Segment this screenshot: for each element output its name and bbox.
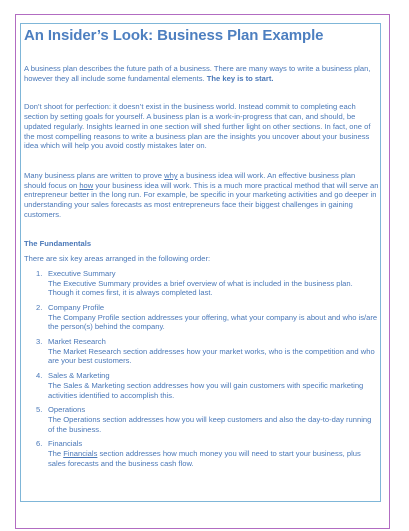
why-underlined: why — [164, 170, 178, 180]
how-underlined: how — [79, 180, 94, 190]
financials-desc-suffix: section addresses how much money you will need to start your business, plus sales forecasts and the business cash flow. — [48, 449, 361, 468]
list-item-description: The Market Research section addresses how your market works, who is the competition and who are your best customers. — [48, 346, 375, 366]
list-number: 4. — [36, 371, 43, 381]
list-item — [36, 302, 379, 332]
list-item — [36, 337, 379, 366]
list-item-title: Company Profile — [48, 302, 105, 312]
document-body — [24, 26, 379, 474]
key-areas-list — [24, 269, 379, 469]
list-item — [36, 371, 379, 400]
list-item — [36, 405, 379, 434]
list-number: 3. — [36, 337, 43, 347]
key-to-start-text: The key is to start. — [206, 73, 274, 83]
financials-link[interactable]: Financials — [63, 449, 98, 459]
document-title: An Insider’s Look: Business Plan Example — [24, 27, 324, 44]
areas-intro: There are six key areas arranged in the following order: — [24, 254, 211, 264]
intro-paragraph-text: A business plan describes the future path of a business. There are many ways to write a business plan, however they all include some fundamental elements. — [24, 64, 371, 83]
list-number: 2. — [36, 302, 43, 312]
list-item-title: Executive Summary — [48, 268, 116, 278]
section-heading: The Fundamentals — [24, 239, 92, 249]
list-item-title: Operations — [48, 405, 86, 415]
list-item-title: Market Research — [48, 337, 106, 347]
list-number: 1. — [36, 268, 43, 278]
why-how-text-2: a business idea will work. An effective business plan should focus on — [24, 170, 356, 190]
list-item-description: The Sales & Marketing section addresses how you will gain customers with specific marketing activities identified to accomplish this. — [48, 380, 364, 400]
list-item-description — [48, 449, 379, 468]
why-how-text-3: your business idea will work. This is a much more practical method that will serve an entrepreneur better in the long run. For example, be specific in your marketing activities and go deeper in understanding your sales forecasts as most entrepreneurs face their biggest challenges in gaining customers. — [24, 180, 379, 219]
intro-paragraph — [24, 64, 379, 83]
financials-desc-prefix: The — [48, 449, 64, 459]
list-item-title: Sales & Marketing — [48, 371, 110, 381]
list-number: 6. — [36, 439, 43, 449]
list-item-title: Financials — [48, 439, 83, 449]
list-item-description: The Company Profile section addresses your offering, what your company is about and who is/are the person(s) behind the company. — [48, 312, 378, 332]
list-item — [36, 268, 379, 298]
why-how-paragraph — [24, 171, 379, 220]
list-number: 5. — [36, 405, 43, 415]
perfection-paragraph: Don’t shoot for perfection: it doesn’t exist in the business world. Instead commit to completing each section by setting goals for yourself. A business plan is a work-in-progress that can, and should, be updated regularly. Insights learned in one section will shed further light on other sections. In fact, one of the most compelling reasons to write a business plan are the insights you uncover about your business idea which will help you avoid costly mistakes later on. — [24, 102, 371, 151]
list-item — [36, 439, 379, 468]
list-item-description: The Operations section addresses how you will keep customers and also the day-to-day running of the business. — [48, 414, 372, 434]
why-how-text-1: Many business plans are written to prove — [24, 170, 165, 180]
list-item-description: The Executive Summary provides a brief overview of what is included in the business plan. Though it comes first, it is always completed last. — [48, 278, 353, 298]
